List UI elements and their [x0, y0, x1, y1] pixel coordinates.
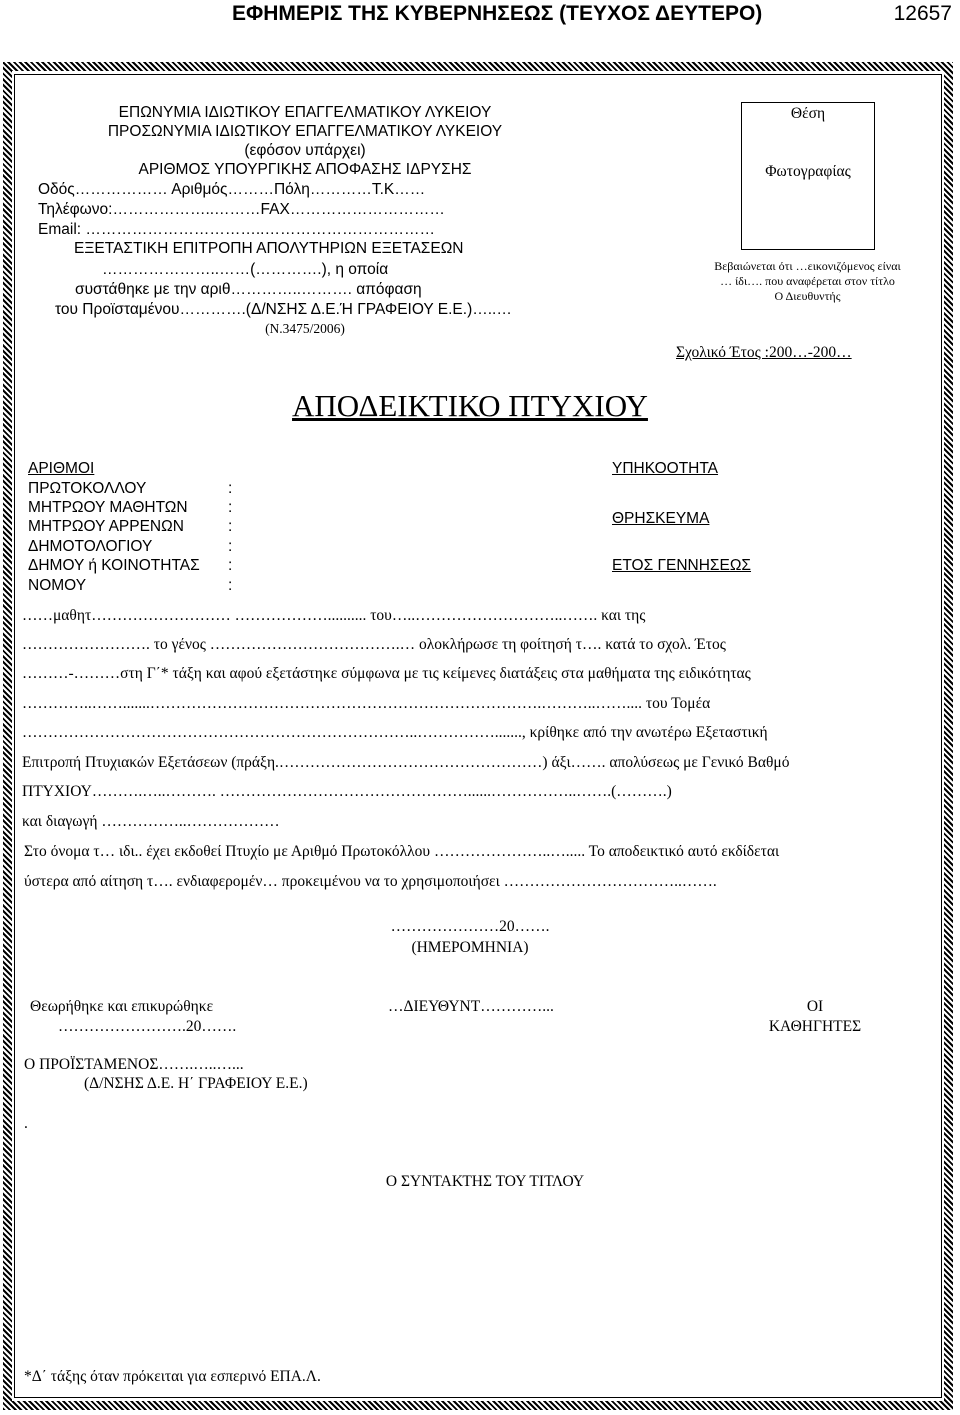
email-line: Email: ……………………………..…………………………… [38, 221, 435, 238]
citizenship-label: ΥΠΗΚΟΟΤΗΤΑ [612, 460, 719, 477]
body-line-5: …………………………………………………………………..……………......., κρίθηκε από την ανωτέρω Εξεταστική [22, 724, 768, 741]
colon: : [228, 480, 233, 497]
religion-label: ΘΡΗΣΚΕΥΜΑ [612, 510, 710, 527]
colon: : [228, 499, 233, 516]
number-label-males-registry: ΜΗΤΡΩΟΥ ΑΡΡΕΝΩΝ [28, 518, 184, 535]
date-line: …………………20……. [390, 918, 550, 935]
certification-line-2: … ίδι…. που αναφέρεται στον τίτλο [720, 274, 895, 288]
body-line-2: ……………………. το γένος ……………………………….… ολοκλήρωσε τη φοίτησή τ…. κατά το σχολ. Έτος [22, 636, 726, 653]
date-label: (ΗΜΕΡΟΜΗΝΙΑ) [411, 939, 529, 956]
number-label-municipality: ΔΗΜΟΥ ή ΚΟΙΝΟΤΗΤΑΣ [28, 557, 200, 574]
school-year: Σχολικό Έτος :200…-200… [676, 344, 852, 361]
colon: : [228, 577, 233, 594]
certification-line-3: Ο Διευθυντής [774, 289, 841, 303]
approved-label: Θεωρήθηκε και επικυρώθηκε [30, 998, 214, 1015]
colon: : [228, 518, 233, 535]
colon: : [228, 557, 233, 574]
gazette-header [0, 0, 960, 44]
number-label-prefecture: ΝΟΜΟΥ [28, 577, 87, 594]
number-label-protocol: ΠΡΩΤΟΚΟΛΛΟΥ [28, 480, 147, 497]
law-reference: (Ν.3475/2006) [265, 321, 345, 336]
teachers-label-1: ΟΙ [806, 998, 824, 1015]
teachers-label-2: ΚΑΘΗΓΗΤΕΣ [768, 1018, 862, 1035]
body-line-1: ……μαθητ……………………… ……………….......... του…..………………………..……. και της [22, 607, 646, 624]
supervisor-office: (Δ/ΝΣΗΣ Δ.Ε. Η΄ ΓΡΑΦΕΙΟΥ Ε.Ε.) [84, 1075, 308, 1092]
address-line: Οδός……………… Αριθμός………Πόλη…………Τ.Κ…… [38, 181, 426, 198]
body-line-7: ΠΤΥΧΙΟΥ……….…..………. …………………………………………......……………..…….(……….) [22, 783, 672, 800]
committee-id-line: …………………..……(………….), η οποία [102, 261, 389, 278]
dot-mark: . [24, 1115, 28, 1132]
birth-year-label: ΕΤΟΣ ΓΕΝΝΗΣΕΩΣ [612, 557, 752, 574]
phone-fax-line: Τηλέφωνο:………………..………FAX………………………… [38, 201, 445, 218]
document-title: ΑΠΟΔΕΙΚΤΙΚΟ ΠΤΥΧΙΟΥ [292, 388, 648, 423]
body-line-8: και διαγωγή ……………..……………… [22, 813, 280, 830]
photo-label-2: Φωτογραφίας [765, 163, 851, 180]
photo-label-1: Θέση [790, 105, 826, 122]
page-number: 12657 [893, 2, 952, 25]
colon: : [228, 538, 233, 555]
numbers-heading: ΑΡΙΘΜΟΙ [28, 460, 95, 477]
school-alt-note: (εφόσον υπάρχει) [244, 142, 366, 159]
number-label-municipal-roll: ΔΗΜΟΤΟΛΟΓΙΟΥ [28, 538, 153, 555]
approved-date: …………………….20……. [58, 1018, 237, 1035]
supervisor-line: του Προϊσταμένου………….(Δ/ΝΣΗΣ Δ.Ε.Ή ΓΡΑΦΕΙΟΥ Ε.Ε.)…..… [55, 301, 512, 318]
decision-line: συστάθηκε με την αριθ…………..………. απόφαση [75, 281, 422, 298]
body-line-9: Στο όνομα τ… ιδι.. έχει εκδοθεί Πτυχίο με Αριθμό Πρωτοκόλλου …………………..…..... Το αποδεικτικό αυτό εκδίδεται [24, 843, 780, 860]
founding-decision-line: ΑΡΙΘΜΟΣ ΥΠΟΥΡΓΙΚΗΣ ΑΠΟΦΑΣΗΣ ΙΔΡΥΣΗΣ [138, 161, 472, 178]
certification-line-1: Βεβαιώνεται ότι …εικονιζόμενος είναι [714, 259, 901, 273]
school-alt-name-line: ΠΡΟΣΩΝΥΜΙΑ ΙΔΙΩΤΙΚΟΥ ΕΠΑΓΓΕΛΜΑΤΙΚΟΥ ΛΥΚΕΙΟΥ [107, 123, 503, 140]
supervisor-signature: Ο ΠΡΟΪΣΤΑΜΕΝΟΣ…….…..…... [24, 1056, 244, 1073]
footnote: *Δ΄ τάξης όταν πρόκειται για εσπερινό ΕΠΑ.Λ. [24, 1368, 321, 1385]
body-line-3: ………-………στη Γ΄* τάξη και αφού εξετάστηκε σύμφωνα με τις κείμενες διατάξεις στα μαθήματα της ειδικότητας [22, 665, 751, 682]
body-line-4: …………..…….......………………………………………………………………….………..…….... του Τομέα [22, 695, 711, 712]
body-line-6: Επιτροπή Πτυχιακών Εξετάσεων (πράξη.……………………………………………) άξι……. απολύσεως με Γενικό Βαθμό [22, 754, 790, 771]
number-label-students-registry: ΜΗΤΡΩΟΥ ΜΑΘΗΤΩΝ [28, 499, 188, 516]
body-line-10: ύστερα από αίτηση τ…. ενδιαφερομέν… προκειμένου να το χρησιμοποιήσει ……………………………..……. [24, 873, 717, 890]
photo-box [741, 102, 875, 250]
compiler-signature: Ο ΣΥΝΤΑΚΤΗΣ ΤΟΥ ΤΙΤΛΟΥ [385, 1173, 585, 1190]
school-name-line: ΕΠΩΝΥΜΙΑ ΙΔΙΩΤΙΚΟΥ ΕΠΑΓΓΕΛΜΑΤΙΚΟΥ ΛΥΚΕΙΟΥ [118, 104, 492, 121]
director-signature: …ΔΙΕΥΘΥΝΤ…………... [388, 998, 554, 1015]
gazette-title: ΕΦΗΜΕΡΙΣ ΤΗΣ ΚΥΒΕΡΝΗΣΕΩΣ (ΤΕΥΧΟΣ ΔΕΥΤΕΡΟ) [232, 2, 763, 25]
committee-line: ΕΞΕΤΑΣΤΙΚΗ ΕΠΙΤΡΟΠΗ ΑΠΟΛΥΤΗΡΙΩΝ ΕΞΕΤΑΣΕΩΝ [74, 240, 464, 257]
